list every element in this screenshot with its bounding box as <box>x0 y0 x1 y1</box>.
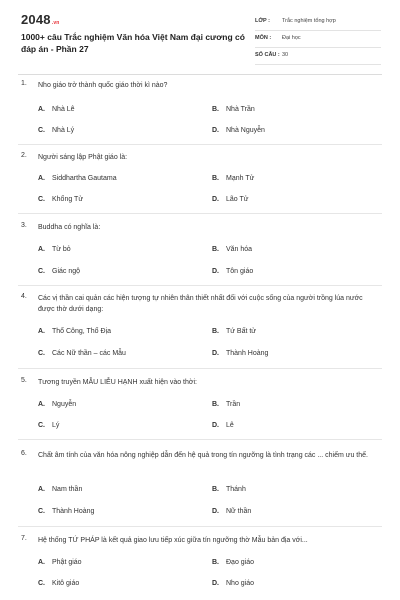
option-letter: C. <box>38 580 45 587</box>
option-text: Giác ngộ <box>52 268 81 275</box>
option-text: Các Nữ thần – các Mẫu <box>52 350 126 357</box>
question-number: 4. <box>21 293 27 300</box>
option-c[interactable] <box>38 196 83 203</box>
question-text: Chất âm tính của văn hóa nông nghiệp dẫn đến hệ quả trong tín ngưỡng là tình trạng các ... chiếm ưu thế. <box>38 452 368 459</box>
option-b[interactable] <box>212 175 254 182</box>
option-text: Lý <box>52 422 60 429</box>
option-b[interactable] <box>212 401 240 408</box>
option-a[interactable] <box>38 106 75 113</box>
question-text: Người sáng lập Phật giáo là: <box>38 154 128 161</box>
option-text: Thành Hoàng <box>52 508 95 515</box>
option-text: Nhà Lý <box>52 127 75 134</box>
option-letter: A. <box>38 559 45 566</box>
option-letter: D. <box>212 127 219 134</box>
option-a[interactable] <box>38 486 82 493</box>
question-divider <box>18 213 382 214</box>
option-letter: A. <box>38 175 45 182</box>
meta-row-class <box>255 14 381 31</box>
option-b[interactable] <box>212 328 256 335</box>
option-text: Tứ Bất tử <box>226 328 256 335</box>
option-a[interactable] <box>38 559 82 566</box>
logo-text: 2048 <box>21 12 51 27</box>
option-d[interactable] <box>212 422 234 429</box>
option-letter: C. <box>38 508 45 515</box>
option-b[interactable] <box>212 106 255 113</box>
option-a[interactable] <box>38 246 71 253</box>
question-divider <box>18 439 382 440</box>
question-text: Hệ thống TỨ PHÁP là kết quả giao lưu tiếp xúc giữa tín ngưỡng thờ Mẫu bản địa với... <box>38 537 308 544</box>
meta-value: Đại học <box>282 35 301 41</box>
option-letter: A. <box>38 106 45 113</box>
question-number: 2. <box>21 152 27 159</box>
option-letter: A. <box>38 401 45 408</box>
option-text: Nam thần <box>52 486 83 493</box>
question-text: Các vị thần cai quản các hiện tượng tự nhiên thân thiết nhất đối với cuộc sống của người trồng lúa nước được thờ dưới dạng: <box>38 295 363 313</box>
question-number: 6. <box>21 450 27 457</box>
option-text: Nguyễn <box>52 401 77 408</box>
option-text: Nhà Nguyễn <box>226 127 265 134</box>
option-letter: B. <box>212 486 219 493</box>
option-text: Nhà Trần <box>226 106 255 113</box>
option-d[interactable] <box>212 127 265 134</box>
option-letter: D. <box>212 422 219 429</box>
question-divider <box>18 285 382 286</box>
option-text: Nhà Lê <box>52 106 75 113</box>
option-a[interactable] <box>38 401 76 408</box>
option-c[interactable] <box>38 580 79 587</box>
option-c[interactable] <box>38 127 74 134</box>
meta-label: MÔN : <box>255 35 272 41</box>
option-text: Mạnh Tử <box>226 175 255 182</box>
option-letter: A. <box>38 328 45 335</box>
option-letter: D. <box>212 350 219 357</box>
question-divider <box>18 144 382 145</box>
option-text: Thổ Công, Thổ Địa <box>52 328 112 335</box>
meta-label: LỚP : <box>255 18 270 24</box>
option-text: Siddhartha Gautama <box>52 175 117 182</box>
logo-domain: .vn <box>51 20 60 26</box>
option-letter: B. <box>212 175 219 182</box>
option-text: Từ bỏ <box>52 246 71 253</box>
option-d[interactable] <box>212 580 254 587</box>
meta-label: SỐ CÂU : <box>255 52 280 58</box>
option-letter: C. <box>38 350 45 357</box>
option-letter: D. <box>212 580 219 587</box>
option-text: Khổng Tử <box>52 196 84 203</box>
option-text: Thánh <box>226 486 246 493</box>
option-d[interactable] <box>212 350 268 357</box>
site-logo[interactable] <box>21 12 60 27</box>
option-text: Lê <box>226 422 234 429</box>
option-b[interactable] <box>212 246 252 253</box>
option-letter: D. <box>212 508 219 515</box>
option-letter: C. <box>38 422 45 429</box>
option-text: Đạo giáo <box>226 559 255 566</box>
meta-value: Trắc nghiệm tổng hợp <box>282 18 336 24</box>
option-letter: C. <box>38 268 45 275</box>
meta-value: 30 <box>282 52 289 58</box>
question-text: Buddha có nghĩa là: <box>38 224 101 231</box>
document-header <box>0 0 400 70</box>
option-d[interactable] <box>212 196 248 203</box>
option-letter: B. <box>212 559 219 566</box>
option-text: Tôn giáo <box>226 268 254 275</box>
question-number: 1. <box>21 80 27 87</box>
option-letter: C. <box>38 196 45 203</box>
option-letter: B. <box>212 401 219 408</box>
question-divider <box>18 526 382 527</box>
option-b[interactable] <box>212 486 246 493</box>
question-number: 3. <box>21 222 27 229</box>
option-text: Văn hóa <box>226 246 253 253</box>
option-c[interactable] <box>38 350 126 357</box>
option-letter: B. <box>212 328 219 335</box>
option-text: Kitô giáo <box>52 580 80 587</box>
option-a[interactable] <box>38 175 117 182</box>
option-letter: B. <box>212 106 219 113</box>
option-text: Lão Tử <box>226 196 249 203</box>
option-text: Trần <box>226 401 241 408</box>
option-text: Thành Hoàng <box>226 350 269 357</box>
option-b[interactable] <box>212 559 254 566</box>
option-letter: D. <box>212 196 219 203</box>
option-letter: A. <box>38 246 45 253</box>
question-number: 7. <box>21 535 27 542</box>
question-text: Nho giáo trở thành quốc giáo thời kì nào? <box>38 82 168 89</box>
option-letter: D. <box>212 268 219 275</box>
option-c[interactable] <box>38 268 80 275</box>
option-text: Phật giáo <box>52 559 82 566</box>
option-text: Nho giáo <box>226 580 255 587</box>
option-c[interactable] <box>38 508 94 515</box>
question-divider <box>18 368 382 369</box>
meta-row-count <box>255 48 381 65</box>
question-text: Tương truyền MẪU LIỄU HẠNH xuất hiện vào thời: <box>38 379 197 386</box>
meta-row-subject <box>255 31 381 48</box>
option-d[interactable] <box>212 508 251 515</box>
option-letter: A. <box>38 486 45 493</box>
option-letter: C. <box>38 127 45 134</box>
option-c[interactable] <box>38 422 59 429</box>
option-letter: B. <box>212 246 219 253</box>
question-number: 5. <box>21 377 27 384</box>
option-a[interactable] <box>38 328 111 335</box>
document-meta <box>255 14 381 65</box>
header-divider <box>18 74 382 75</box>
option-d[interactable] <box>212 268 253 275</box>
option-text: Nữ thần <box>226 508 252 515</box>
document-title: 1000+ câu Trắc nghiệm Văn hóa Việt Nam đại cương có đáp án - Phần 27 <box>21 32 245 54</box>
